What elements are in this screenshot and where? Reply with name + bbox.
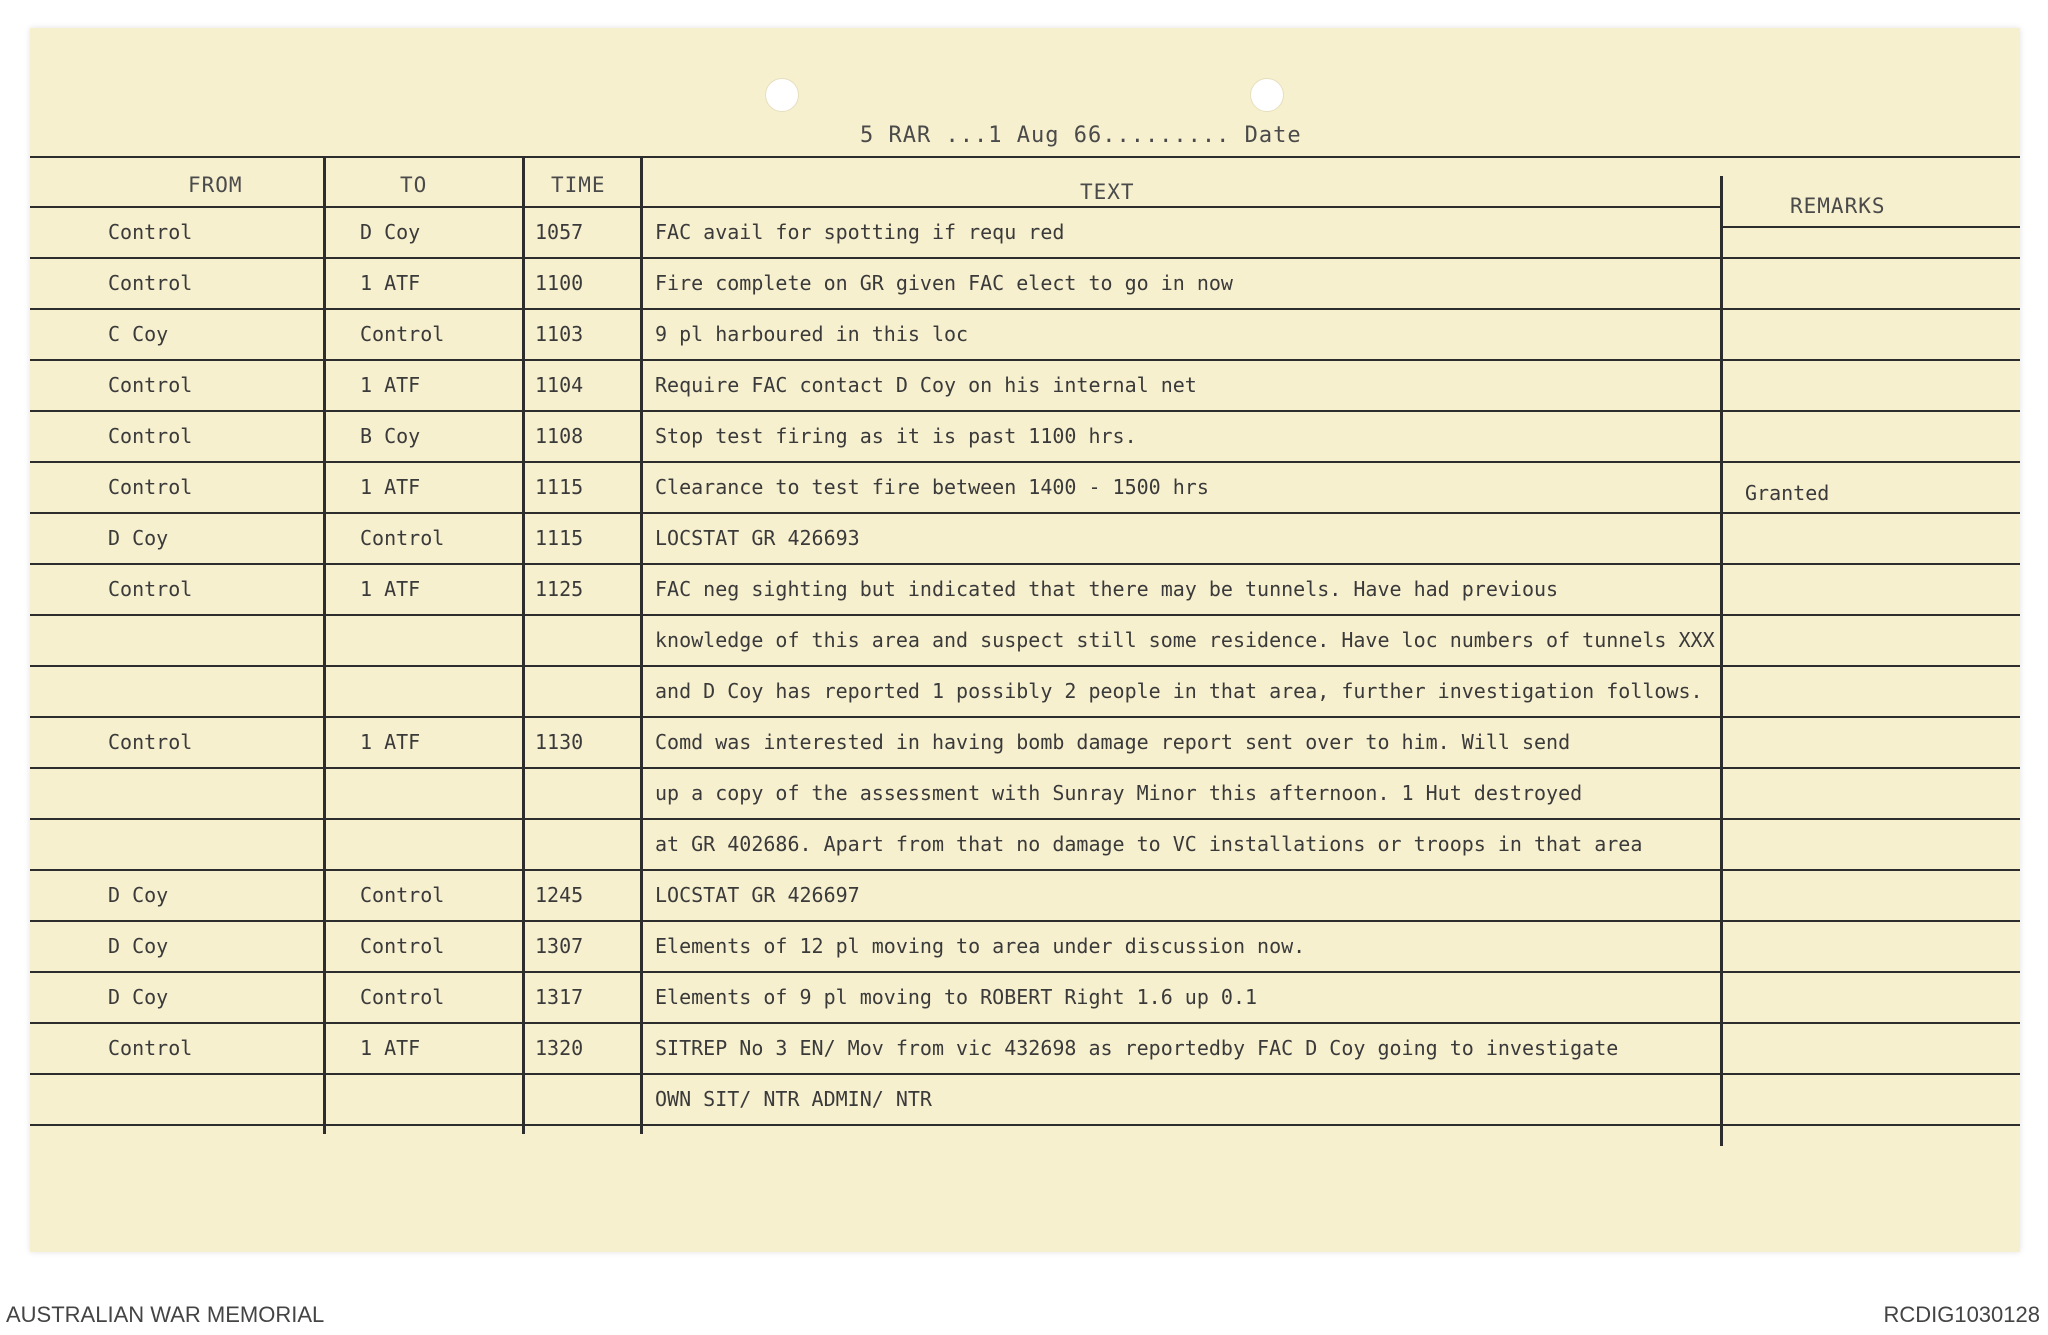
time-cell: 1245 — [535, 883, 584, 907]
table-row — [30, 565, 2020, 616]
time-cell: 1057 — [535, 220, 584, 244]
column-header-text: TEXT — [1080, 180, 1135, 204]
time-cell: 1130 — [535, 730, 584, 754]
column-header-to: TO — [400, 173, 428, 197]
text-cell: and D Coy has reported 1 possibly 2 people in that area, further investigation follows. — [655, 679, 1703, 703]
date-value: 1 Aug 66 — [988, 123, 1103, 148]
time-cell: 1115 — [535, 475, 584, 499]
archive-id: RCDIG1030128 — [1883, 1302, 2040, 1327]
from-cell: Control — [108, 424, 193, 448]
to-cell: Control — [360, 322, 445, 346]
to-cell: 1 ATF — [360, 730, 421, 754]
table-row — [30, 973, 2020, 1024]
from-cell: Control — [108, 730, 193, 754]
text-cell: OWN SIT/ NTR ADMIN/ NTR — [655, 1087, 932, 1111]
archive-credit: AUSTRALIAN WAR MEMORIAL — [6, 1302, 325, 1327]
sheet-header — [860, 123, 1302, 148]
table-row — [30, 259, 2020, 310]
to-cell: B Coy — [360, 424, 421, 448]
from-cell: D Coy — [108, 883, 169, 907]
table-top-rule — [30, 156, 2020, 158]
to-cell: 1 ATF — [360, 271, 421, 295]
from-cell: Control — [108, 271, 193, 295]
time-cell: 1100 — [535, 271, 584, 295]
time-cell: 1125 — [535, 577, 584, 601]
from-cell: D Coy — [108, 985, 169, 1009]
from-cell: Control — [108, 220, 193, 244]
from-cell: Control — [108, 475, 193, 499]
table-row — [30, 718, 2020, 769]
column-header-from: FROM — [188, 173, 243, 197]
text-cell: FAC avail for spotting if requ red — [655, 220, 1065, 244]
time-cell: 1103 — [535, 322, 584, 346]
to-cell: Control — [360, 883, 445, 907]
time-cell: 1104 — [535, 373, 584, 397]
text-cell: up a copy of the assessment with Sunray Minor this afternoon. 1 Hut destroyed — [655, 781, 1583, 805]
dots: ......... — [1102, 123, 1231, 148]
text-cell: Comd was interested in having bomb damage report sent over to him. Will send — [655, 730, 1571, 754]
time-cell: 1317 — [535, 985, 584, 1009]
text-cell: at GR 402686. Apart from that no damage to VC installations or troops in that area — [655, 832, 1643, 856]
column-header-remarks: REMARKS — [1790, 194, 1886, 218]
text-cell: FAC neg sighting but indicated that there may be tunnels. Have had previous — [655, 577, 1559, 601]
row-rule — [30, 1124, 2020, 1126]
from-cell: C Coy — [108, 322, 169, 346]
punch-hole — [1250, 78, 1284, 112]
table-row — [30, 667, 2020, 718]
to-cell: 1 ATF — [360, 577, 421, 601]
to-cell: 1 ATF — [360, 373, 421, 397]
unit-label: 5 RAR — [860, 123, 932, 148]
text-cell: knowledge of this area and suspect still some residence. Have loc numbers of tunnels XXX — [655, 628, 1715, 652]
table-row — [30, 616, 2020, 667]
time-cell: 1108 — [535, 424, 584, 448]
from-cell: D Coy — [108, 934, 169, 958]
from-cell: Control — [108, 577, 193, 601]
to-cell: Control — [360, 985, 445, 1009]
to-cell: 1 ATF — [360, 1036, 421, 1060]
table-row — [30, 769, 2020, 820]
table-row — [30, 514, 2020, 565]
table-row — [30, 412, 2020, 463]
from-cell: D Coy — [108, 526, 169, 550]
from-cell: Control — [108, 373, 193, 397]
column-header-time: TIME — [551, 173, 606, 197]
text-cell: LOCSTAT GR 426693 — [655, 526, 860, 550]
to-cell: Control — [360, 934, 445, 958]
table-row — [30, 208, 2020, 259]
table-row — [30, 871, 2020, 922]
text-cell: Fire complete on GR given FAC elect to go in now — [655, 271, 1233, 295]
to-cell: 1 ATF — [360, 475, 421, 499]
text-cell: 9 pl harboured in this loc — [655, 322, 969, 346]
table-row — [30, 1024, 2020, 1075]
message-log-sheet — [30, 28, 2020, 1252]
dots: ... — [945, 123, 989, 148]
text-cell: Stop test firing as it is past 1100 hrs. — [655, 424, 1137, 448]
table-row — [30, 1075, 2020, 1126]
table-row — [30, 463, 2020, 514]
from-cell: Control — [108, 1036, 193, 1060]
text-cell: Require FAC contact D Coy on his internal net — [655, 373, 1197, 397]
text-cell: LOCSTAT GR 426697 — [655, 883, 860, 907]
to-cell: Control — [360, 526, 445, 550]
punch-hole — [765, 78, 799, 112]
time-cell: 1320 — [535, 1036, 584, 1060]
table-row — [30, 361, 2020, 412]
text-cell: SITREP No 3 EN/ Mov from vic 432698 as reportedby FAC D Coy going to investigate — [655, 1036, 1619, 1060]
time-cell: 1115 — [535, 526, 584, 550]
table-row — [30, 820, 2020, 871]
table-row — [30, 310, 2020, 361]
remarks-cell: Granted — [1745, 481, 1830, 505]
to-cell: D Coy — [360, 220, 421, 244]
text-cell: Elements of 12 pl moving to area under discussion now. — [655, 934, 1306, 958]
text-cell: Elements of 9 pl moving to ROBERT Right 1.6 up 0.1 — [655, 985, 1258, 1009]
time-cell: 1307 — [535, 934, 584, 958]
table-row — [30, 922, 2020, 973]
text-cell: Clearance to test fire between 1400 - 1500 hrs — [655, 475, 1209, 499]
date-label: Date — [1244, 123, 1302, 148]
